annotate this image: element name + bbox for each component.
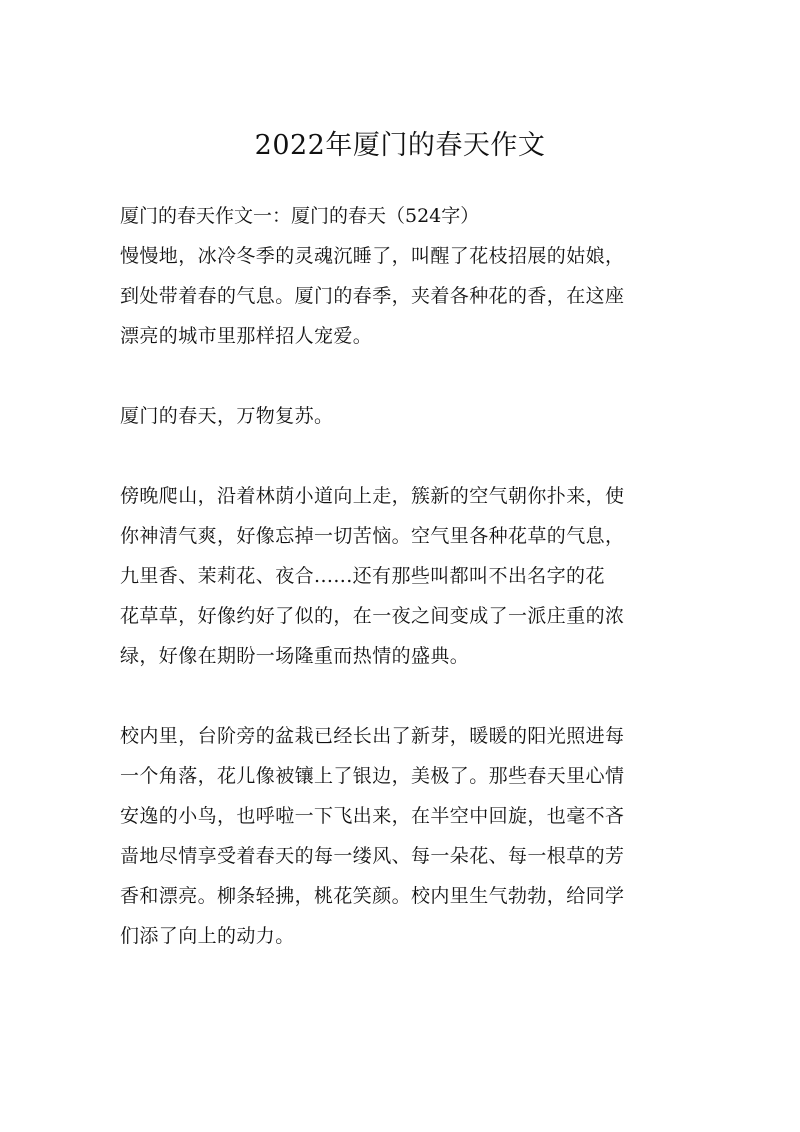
paragraph-gap [120, 356, 686, 396]
paragraph-line: 你神清气爽，好像忘掉一切苦恼。空气里各种花草的气息， [120, 525, 625, 547]
paragraph-line: 一个角落，花儿像被镶上了银边，美极了。那些春天里心情 [120, 765, 625, 787]
document-body [120, 196, 686, 956]
paragraph-line: 们添了向上的动力。 [120, 925, 295, 947]
paragraph-gap [120, 676, 686, 716]
paragraph-line: 傍晚爬山，沿着林荫小道向上走，簇新的空气朝你扑来，使 [120, 485, 625, 507]
paragraph-line: 慢慢地，冰冷冬季的灵魂沉睡了，叫醒了花枝招展的姑娘， [120, 245, 625, 267]
paragraph-line: 到处带着春的气息。厦门的春季，夹着各种花的香，在这座 [120, 285, 625, 307]
paragraph-line: 啬地尽情享受着春天的每一缕风、每一朵花、每一根草的芳 [120, 845, 625, 867]
paragraph-line: 漂亮的城市里那样招人宠爱。 [120, 325, 373, 347]
document-title: 2022年厦门的春天作文 [254, 130, 546, 161]
paragraph-line: 九里香、茉莉花、夜合......还有那些叫都叫不出名字的花 [120, 565, 605, 587]
paragraph-gap [120, 436, 686, 476]
paragraph-line: 安逸的小鸟，也呼啦一下飞出来，在半空中回旋，也毫不吝 [120, 805, 625, 827]
section-heading: 厦门的春天作文一：厦门的春天（524字） [120, 205, 480, 227]
paragraph-line: 厦门的春天，万物复苏。 [120, 405, 334, 427]
paragraph-line: 绿，好像在期盼一场隆重而热情的盛典。 [120, 645, 470, 667]
paragraph-line: 校内里，台阶旁的盆栽已经长出了新芽，暖暖的阳光照进每 [120, 725, 625, 747]
paragraph-line: 香和漂亮。柳条轻拂，桃花笑颜。校内里生气勃勃，给同学 [120, 885, 625, 907]
paragraph-line: 花草草，好像约好了似的，在一夜之间变成了一派庄重的浓 [120, 605, 625, 627]
